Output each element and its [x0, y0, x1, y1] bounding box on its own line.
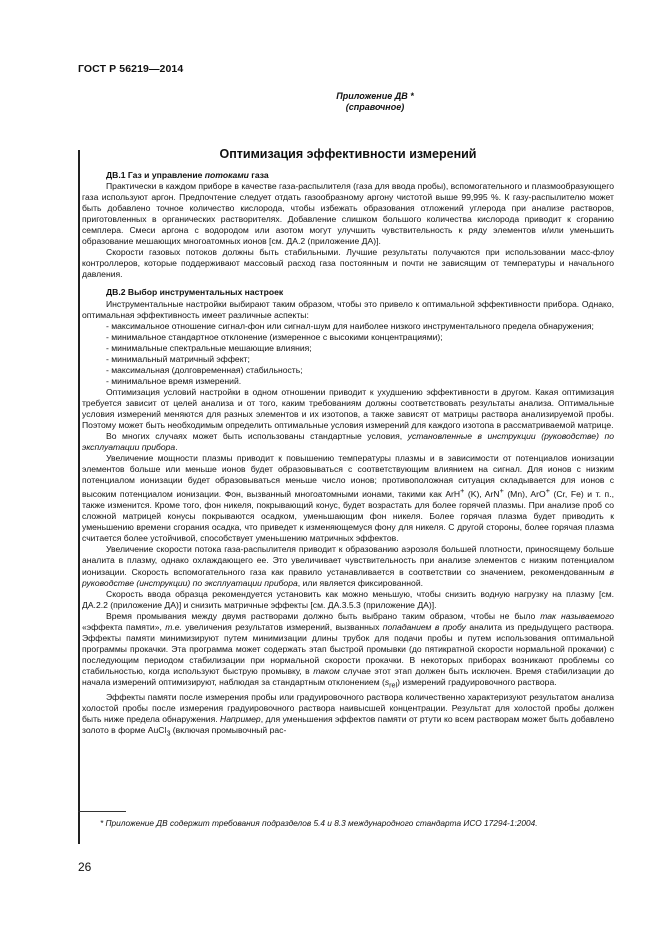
- document-standard-code: ГОСТ Р 56219—2014: [78, 63, 184, 75]
- footnote-divider: [78, 811, 126, 812]
- paragraph: Скорость ввода образца рекомендуется установить как можно меньшую, чтобы снизить водную нагрузку на плазму [см. ДА.2.2 (приложение ДА)] и снизить матричные эффекты [см. ДА.3.5.3 (приложение ДА)].: [82, 588, 614, 610]
- paragraph: Оптимизация условий настройки в одном отношении приводит к ухудшению эффективности в другом. Какая оптимизация требуется зависит от целей анализа и от того, каким требованиям должны соответствовать результаты анализа. Оптимальные условия измерений меняются для разных элементов и их изотопов, а также зависят от матрицы раствора анализируемой пробы. Поэтому может быть необходимым определить оптимальные условия измерений для каждого изотопа в рассматриваемой матрице.: [82, 386, 614, 431]
- appendix-status: (справочное): [345, 102, 405, 112]
- appendix-heading: [300, 91, 450, 113]
- paragraph: Время промывания между двумя растворами должно быть выбрано таким образом, чтобы не было так называемого «эффекта памяти», т.е. увеличения результатов измерений, вызванных попаданием в пробу аналита из предыдущего раствора. Эффекты памяти минимизируют путем минимизации длины трубок для подачи пробы и путем использования оптимальной программы прокачки. Эта программа может содержать этап быстрой промывки (до пятикратной скорости нормальной прокачки) с последующим периодом стабилизации при нормальной скорости прокачки. В некоторых приборах возникают проблемы со стабильностью, когда используют быструю промывку, в таком случае этот этап должен быть исключен. Время стабилизации до начала измерений оптимизируют, наблюдая за стандартным отклонением $(s_{rel})$ измерений градуировочного раствора.: [82, 610, 615, 690]
- paragraph: Скорости газовых потоков должны быть стабильными. Лучшие результаты получаются при использовании масс-флоу контроллеров, которые поддерживают массовый расход газа постоянным и почти не зависящим от температуры и начального давления.: [82, 247, 614, 280]
- page-number: 26: [78, 860, 92, 874]
- paragraph: Увеличение мощности плазмы приводит к повышению температуры плазмы и в зависимости от потенциалов ионизации элементов больше или меньше ионов будет образовываться с соответствующим влиянием на сигнал. Для ионов с низким потенциалом ионизации будет образовываться меньше число ионов; противоположная ситуация складывается для ионов с высоким потенциалом ионизации. Фон, вызванный многоатомными ионами, такими как ArH+ (K), ArN+ (Mn), ArO+ (Cr, Fe) и т. п., также изменится. Кроме того, фон никеля, покрывающий конус, будет возрастать для более горячей плазмы. При анализе проб со сложной матрицей конусы покрываются осадком, уменьшающим фон никеля. Более горячая плазма будет приводить к уменьшению времени сгорания осадка, что приведет к изменяющемуся фону для никеля. С другой стороны, более горячая плазма считается более устойчивой, способствует уменьшению матричных эффектов.: [82, 453, 614, 544]
- main-text: [82, 170, 614, 740]
- section-heading-dv2: ДВ.2 Выбор инструментальных настроек: [106, 287, 284, 298]
- paragraph: Во многих случаях может быть использованы стандартные условия, установленные в инструкции (руководстве) по эксплуатации прибора.: [82, 431, 614, 453]
- section-heading-dv1: ДВ.1 Газ и управление потоками газа: [106, 170, 269, 180]
- paragraph: Инструментальные настройки выбирают таким образом, чтобы это привело к оптимальной эффективности прибора. Однако, оптимальная эффективность имеет различные аспекты:: [82, 298, 614, 320]
- section-title: Оптимизация эффективности измерений: [219, 147, 477, 161]
- list-item: - минимальное время измерений.: [106, 375, 242, 386]
- paragraph: Увеличение скорости потока газа-распылителя приводит к образованию аэрозоля большей плотности, приносящему больше аналита в плазму, однако охлаждающего ее. Это увеличивает чувствительность при анализе элементов с низким потенциалом ионизации. Скорость вспомогательного газа как правило устанавливается в соответствии со значением, рекомендованным в руководстве (инструкции) по эксплуатации прибора, или является фиксированной.: [82, 544, 614, 588]
- footnote: * Приложение ДВ содержит требования подразделов 5.4 и 8.3 международного стандарта ИСО 17294-1:2004.: [100, 818, 538, 828]
- list-item: - максимальная (долговременная) стабильность;: [106, 364, 303, 375]
- paragraph: Эффекты памяти после измерения пробы или градуировочного раствора количественно характеризуют результатом анализа холостой пробы после измерения градуировочного раствора наивысшей концентрации. Результат для холостой пробы должен быть ниже предела обнаружения. Например, для уменьшения эффектов памяти от ртути ко всем растворам может быть добавлено золото в форме AuCl$_3$ (включая промывочный рас-: [82, 691, 614, 738]
- list-item: - минимальный матричный эффект;: [106, 353, 250, 364]
- list-item: - минимальное стандартное отклонение (измеренное с высокими концентрациями);: [106, 331, 443, 342]
- change-bar: [78, 150, 80, 844]
- list-item: - минимальные спектральные мешающие влияния;: [106, 342, 312, 353]
- paragraph: Практически в каждом приборе в качестве газа-распылителя (газа для ввода пробы), вспомогательного и плазмообразующего газа используют аргон. Предпочтение следует отдать газообразному аргону чистотой выше 99,995 %. К газу-распылителю может быть добавлено точное количество кислорода, чтобы избежать образования отложений углерода при анализе растворов, приготовленных в органических растворителях. Добавление слишком большого количества кислорода приводит к сгоранию семплера. Смеси аргона с водородом или азотом могут улучшить чувствительность к ряду элементов и/или уменьшить образование мешающих многоатомных ионов [см. ДА.2 (приложение ДА)].: [82, 181, 614, 247]
- list-item: - максимальное отношение сигнал-фон или сигнал-шум для наиболее низкого инструментального предела обнаружения;: [106, 320, 594, 331]
- appendix-label: Приложение ДВ *: [336, 91, 414, 101]
